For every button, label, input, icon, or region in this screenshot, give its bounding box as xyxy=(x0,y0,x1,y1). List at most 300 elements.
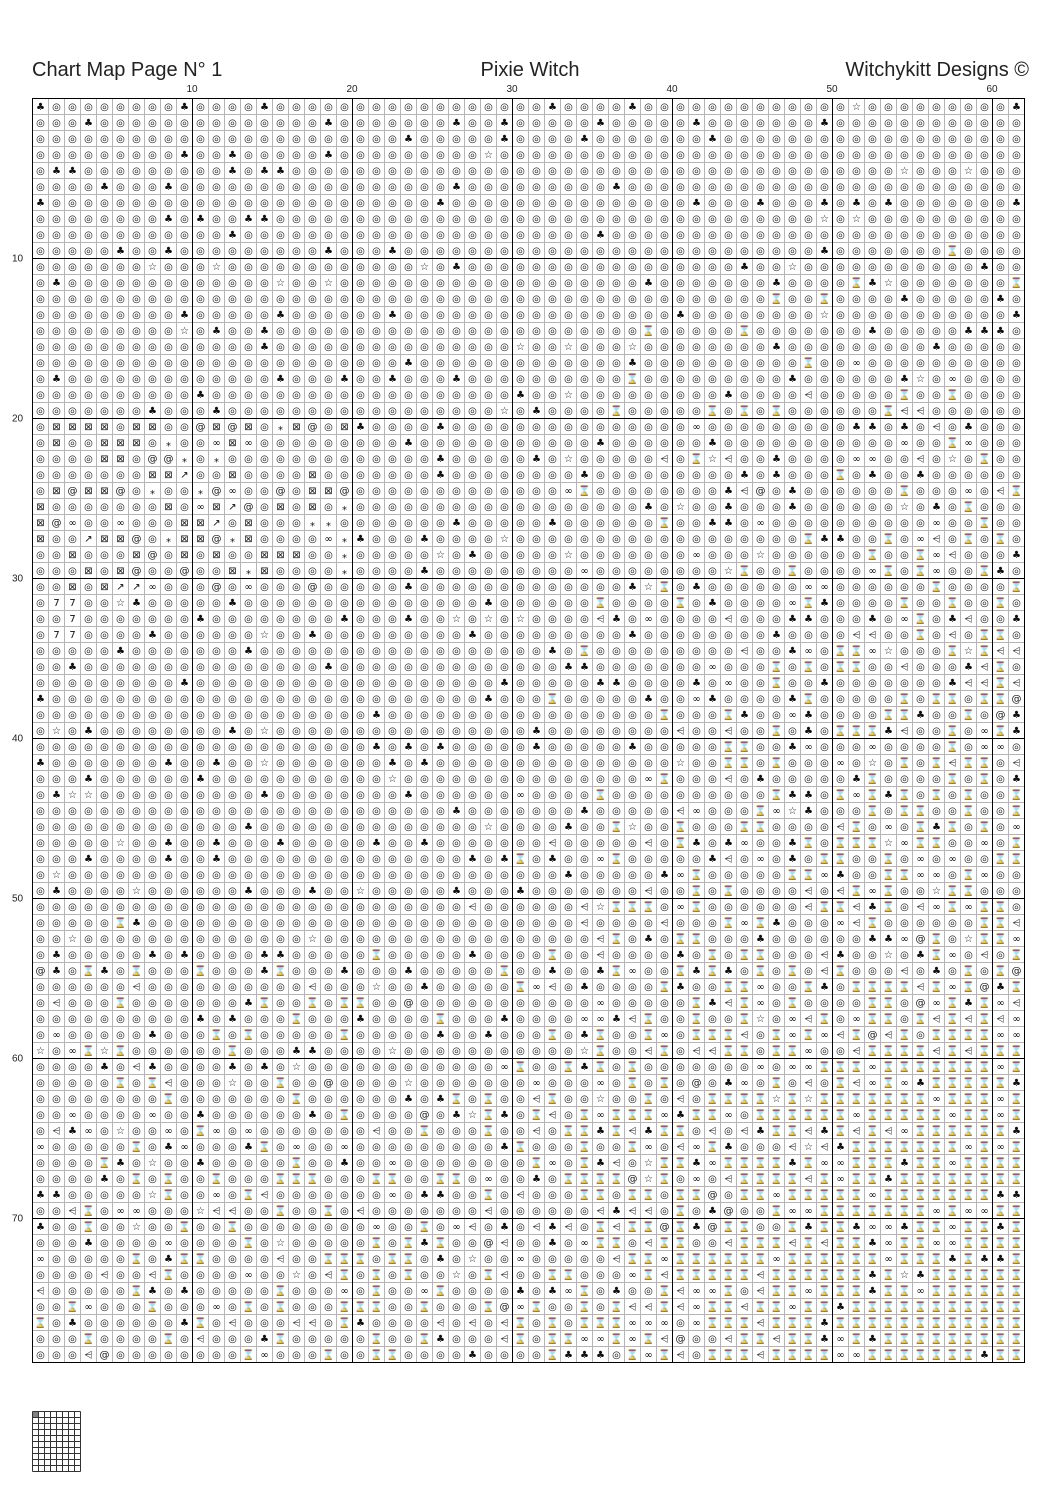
stitch-symbol: ◎ xyxy=(692,134,701,145)
stitch-symbol: ◎ xyxy=(388,918,397,929)
stitch-symbol: ∞ xyxy=(948,982,957,993)
stitch-symbol: ⌛ xyxy=(930,1222,943,1233)
stitch-symbol: ⌛ xyxy=(546,1094,559,1105)
stitch-symbol: ⌛ xyxy=(898,1110,911,1121)
stitch-symbol: ♣ xyxy=(244,214,253,225)
stitch-symbol: ◎ xyxy=(628,1158,637,1169)
stitch-symbol: ◎ xyxy=(484,1062,493,1073)
stitch-symbol: ⌛ xyxy=(914,1046,927,1057)
stitch-symbol: ⌛ xyxy=(866,1046,879,1057)
stitch-symbol: ⩤ xyxy=(468,902,477,913)
stitch-symbol: ◎ xyxy=(868,262,877,273)
stitch-symbol: ◎ xyxy=(564,678,573,689)
stitch-symbol: @ xyxy=(915,934,926,945)
stitch-symbol: ◎ xyxy=(116,726,125,737)
stitch-symbol: ◎ xyxy=(628,230,637,241)
stitch-symbol: ⌛ xyxy=(898,1254,911,1265)
stitch-symbol: ◎ xyxy=(260,406,269,417)
stitch-symbol: ◎ xyxy=(740,534,749,545)
stitch-symbol: ∞ xyxy=(628,1318,637,1329)
stitch-symbol: ⌛ xyxy=(1010,1174,1023,1185)
stitch-symbol: ⊠ xyxy=(308,470,317,481)
stitch-symbol: ♣ xyxy=(916,710,925,721)
stitch-symbol: ◎ xyxy=(532,870,541,881)
stitch-symbol: ◎ xyxy=(404,838,413,849)
stitch-symbol: ◎ xyxy=(964,566,973,577)
stitch-symbol: ◎ xyxy=(164,118,173,129)
stitch-symbol: ♣ xyxy=(500,854,509,865)
stitch-symbol: ∞ xyxy=(852,790,861,801)
stitch-symbol: ⩤ xyxy=(196,1334,205,1345)
stitch-symbol: ∞ xyxy=(900,1126,909,1137)
stitch-symbol: ◎ xyxy=(244,278,253,289)
stitch-symbol: ♣ xyxy=(820,982,829,993)
stitch-symbol: ♣ xyxy=(228,1062,237,1073)
stitch-symbol: ◎ xyxy=(308,534,317,545)
stitch-symbol: ◎ xyxy=(612,118,621,129)
stitch-symbol: ◎ xyxy=(580,534,589,545)
stitch-symbol: ◎ xyxy=(564,166,573,177)
stitch-symbol: ◎ xyxy=(644,166,653,177)
stitch-symbol: ◎ xyxy=(84,518,93,529)
stitch-symbol: ♣ xyxy=(804,614,813,625)
stitch-symbol: ◎ xyxy=(244,950,253,961)
stitch-symbol: ⌛ xyxy=(962,1126,975,1137)
stitch-symbol: ◎ xyxy=(36,566,45,577)
stitch-symbol: ◎ xyxy=(436,790,445,801)
stitch-symbol: ⌛ xyxy=(1010,1334,1023,1345)
stitch-symbol: ◎ xyxy=(228,1110,237,1121)
stitch-symbol: ◎ xyxy=(1012,454,1021,465)
stitch-symbol: ◎ xyxy=(148,294,157,305)
stitch-symbol: ◎ xyxy=(100,326,109,337)
stitch-symbol: ⌛ xyxy=(882,566,895,577)
stitch-symbol: ⌛ xyxy=(850,662,863,673)
stitch-symbol: ◎ xyxy=(740,118,749,129)
stitch-symbol: ∞ xyxy=(596,998,605,1009)
stitch-symbol: ⌛ xyxy=(914,1206,927,1217)
stitch-symbol: ♣ xyxy=(708,998,717,1009)
stitch-symbol: ⌛ xyxy=(178,1254,191,1265)
stitch-symbol: ◎ xyxy=(724,118,733,129)
stitch-symbol: ◎ xyxy=(756,1046,765,1057)
stitch-symbol: ⌛ xyxy=(962,1062,975,1073)
stitch-symbol: ◎ xyxy=(340,262,349,273)
stitch-symbol: ◎ xyxy=(116,502,125,513)
stitch-symbol: ◎ xyxy=(180,390,189,401)
stitch-symbol: ◎ xyxy=(420,390,429,401)
stitch-symbol: ◎ xyxy=(180,1334,189,1345)
stitch-symbol: ◎ xyxy=(788,214,797,225)
stitch-symbol: ♣ xyxy=(692,838,701,849)
stitch-symbol: ◎ xyxy=(404,726,413,737)
stitch-symbol: ◎ xyxy=(452,1302,461,1313)
stitch-symbol: ◎ xyxy=(308,1078,317,1089)
stitch-symbol: ◎ xyxy=(324,774,333,785)
stitch-symbol: ◎ xyxy=(228,710,237,721)
stitch-symbol: ◎ xyxy=(260,582,269,593)
stitch-symbol: ◎ xyxy=(484,630,493,641)
stitch-symbol: ⌛ xyxy=(450,1094,463,1105)
stitch-symbol: ◎ xyxy=(260,982,269,993)
stitch-symbol: ⌛ xyxy=(978,1094,991,1105)
stitch-symbol: ◎ xyxy=(596,246,605,257)
stitch-symbol: ♣ xyxy=(708,1206,717,1217)
stitch-symbol: ♣ xyxy=(580,1062,589,1073)
stitch-symbol: ◎ xyxy=(628,1286,637,1297)
stitch-symbol: ◎ xyxy=(788,678,797,689)
stitch-symbol: ◎ xyxy=(196,742,205,753)
stitch-symbol: ◎ xyxy=(244,134,253,145)
stitch-symbol: ◎ xyxy=(180,1014,189,1025)
stitch-symbol: ◎ xyxy=(660,726,669,737)
stitch-symbol: ♣ xyxy=(916,1270,925,1281)
stitch-symbol: ◎ xyxy=(164,1046,173,1057)
stitch-symbol: ◎ xyxy=(84,1190,93,1201)
stitch-symbol: ◎ xyxy=(964,694,973,705)
stitch-symbol: ⌛ xyxy=(946,1062,959,1073)
stitch-symbol: ◎ xyxy=(1012,326,1021,337)
stitch-symbol: ⌛ xyxy=(898,1046,911,1057)
stitch-symbol: ◎ xyxy=(292,1302,301,1313)
stitch-symbol: ◎ xyxy=(644,358,653,369)
stitch-symbol: ⌛ xyxy=(1010,1350,1023,1361)
stitch-symbol: ◎ xyxy=(1012,438,1021,449)
stitch-symbol: ◎ xyxy=(756,582,765,593)
stitch-symbol: ◎ xyxy=(628,566,637,577)
stitch-symbol: ⌛ xyxy=(1010,278,1023,289)
stitch-symbol: ◎ xyxy=(628,710,637,721)
stitch-symbol: ⌛ xyxy=(834,1318,847,1329)
column-number: 30 xyxy=(506,84,518,95)
stitch-symbol: ☆ xyxy=(260,630,269,641)
stitch-symbol: ◎ xyxy=(596,342,605,353)
stitch-symbol: ◎ xyxy=(100,118,109,129)
stitch-symbol: ◎ xyxy=(196,118,205,129)
stitch-symbol: ◎ xyxy=(932,390,941,401)
stitch-symbol: ◎ xyxy=(308,902,317,913)
stitch-symbol: ◎ xyxy=(564,1238,573,1249)
stitch-symbol: ◎ xyxy=(500,422,509,433)
stitch-symbol: ◎ xyxy=(628,598,637,609)
stitch-symbol: ⌛ xyxy=(882,886,895,897)
stitch-symbol: ◎ xyxy=(804,822,813,833)
stitch-symbol: ◎ xyxy=(900,358,909,369)
stitch-symbol: ◎ xyxy=(468,790,477,801)
row-number: 30 xyxy=(12,573,24,585)
stitch-symbol: ◎ xyxy=(468,518,477,529)
stitch-symbol: ⌛ xyxy=(722,1046,735,1057)
stitch-symbol: ⌛ xyxy=(946,1014,959,1025)
stitch-symbol: ◎ xyxy=(772,742,781,753)
stitch-symbol: ♣ xyxy=(756,934,765,945)
stitch-symbol: ⌛ xyxy=(850,1142,863,1153)
stitch-symbol: ⌛ xyxy=(994,1318,1007,1329)
stitch-symbol: 7 xyxy=(69,614,76,625)
stitch-symbol: ⌛ xyxy=(802,982,815,993)
stitch-symbol: ◎ xyxy=(372,1094,381,1105)
stitch-symbol: ◎ xyxy=(580,326,589,337)
stitch-symbol: ◎ xyxy=(468,326,477,337)
stitch-symbol: ◎ xyxy=(84,646,93,657)
stitch-symbol: ⩤ xyxy=(980,662,989,673)
stitch-symbol: ⌛ xyxy=(594,790,607,801)
stitch-symbol: ⌛ xyxy=(802,534,815,545)
stitch-symbol: ◎ xyxy=(452,998,461,1009)
stitch-symbol: ◎ xyxy=(164,198,173,209)
stitch-symbol: ⁎ xyxy=(198,486,203,497)
stitch-symbol: ◎ xyxy=(212,774,221,785)
stitch-symbol: ♣ xyxy=(804,710,813,721)
stitch-symbol: ◎ xyxy=(180,342,189,353)
stitch-symbol: ◎ xyxy=(276,742,285,753)
stitch-symbol: ◎ xyxy=(468,1142,477,1153)
stitch-symbol: ◎ xyxy=(148,390,157,401)
stitch-symbol: ⌛ xyxy=(946,822,959,833)
stitch-symbol: ◎ xyxy=(596,502,605,513)
stitch-symbol: ◎ xyxy=(404,646,413,657)
stitch-symbol: ◎ xyxy=(820,502,829,513)
stitch-symbol: ⌛ xyxy=(738,1350,751,1361)
stitch-symbol: ◎ xyxy=(228,1030,237,1041)
stitch-symbol: ◎ xyxy=(340,166,349,177)
stitch-symbol: ⌛ xyxy=(898,694,911,705)
stitch-symbol: ◎ xyxy=(724,262,733,273)
stitch-symbol: ♣ xyxy=(900,294,909,305)
stitch-symbol: ◎ xyxy=(436,1206,445,1217)
stitch-symbol: ⌛ xyxy=(882,870,895,881)
stitch-symbol: ◎ xyxy=(436,358,445,369)
stitch-symbol: ♣ xyxy=(772,918,781,929)
stitch-symbol: ⩤ xyxy=(852,1046,861,1057)
stitch-symbol: ⌛ xyxy=(514,1142,527,1153)
stitch-symbol: ◎ xyxy=(180,118,189,129)
stitch-symbol: ♣ xyxy=(612,1286,621,1297)
stitch-symbol: ◎ xyxy=(404,1158,413,1169)
stitch-symbol: ◎ xyxy=(452,918,461,929)
stitch-symbol: ◎ xyxy=(36,582,45,593)
stitch-symbol: ◎ xyxy=(980,230,989,241)
stitch-symbol: ◎ xyxy=(516,662,525,673)
stitch-symbol: ◎ xyxy=(932,358,941,369)
stitch-symbol: ♣ xyxy=(244,822,253,833)
stitch-symbol: ◎ xyxy=(708,150,717,161)
stitch-symbol: ◎ xyxy=(84,838,93,849)
stitch-symbol: ◎ xyxy=(132,646,141,657)
stitch-symbol: ◎ xyxy=(564,1078,573,1089)
stitch-symbol: ◎ xyxy=(996,358,1005,369)
stitch-symbol: ◎ xyxy=(308,790,317,801)
stitch-symbol: ◎ xyxy=(244,1062,253,1073)
stitch-symbol: ◎ xyxy=(372,486,381,497)
stitch-symbol: ◎ xyxy=(52,534,61,545)
stitch-symbol: ◎ xyxy=(516,1094,525,1105)
stitch-symbol: ♣ xyxy=(820,678,829,689)
stitch-symbol: ◎ xyxy=(340,182,349,193)
stitch-symbol: ◎ xyxy=(596,1254,605,1265)
stitch-symbol: ◎ xyxy=(1012,662,1021,673)
column-number: 60 xyxy=(986,84,998,95)
stitch-symbol: ◎ xyxy=(388,1222,397,1233)
stitch-symbol: ⌛ xyxy=(754,1190,767,1201)
stitch-symbol: ⌛ xyxy=(930,1126,943,1137)
stitch-symbol: ◎ xyxy=(484,662,493,673)
stitch-symbol: ⌛ xyxy=(1010,1094,1023,1105)
stitch-symbol: ◎ xyxy=(532,598,541,609)
stitch-symbol: ◎ xyxy=(84,246,93,257)
stitch-symbol: ◎ xyxy=(868,246,877,257)
stitch-symbol: ☆ xyxy=(212,262,221,273)
stitch-symbol: ◎ xyxy=(420,598,429,609)
stitch-symbol: ◎ xyxy=(468,662,477,673)
stitch-symbol: ◎ xyxy=(404,278,413,289)
stitch-symbol: ◎ xyxy=(132,1318,141,1329)
stitch-symbol: ◎ xyxy=(180,198,189,209)
stitch-symbol: ◎ xyxy=(36,1302,45,1313)
stitch-symbol: ◎ xyxy=(788,134,797,145)
stitch-symbol: ◎ xyxy=(388,1078,397,1089)
stitch-symbol: ⩤ xyxy=(724,1238,733,1249)
stitch-symbol: ◎ xyxy=(708,374,717,385)
stitch-symbol: ♣ xyxy=(548,966,557,977)
stitch-symbol: ◎ xyxy=(532,710,541,721)
stitch-symbol: ◎ xyxy=(852,534,861,545)
stitch-symbol: ◎ xyxy=(84,1254,93,1265)
stitch-symbol: ◎ xyxy=(244,790,253,801)
stitch-symbol: ◎ xyxy=(660,966,669,977)
stitch-symbol: ⌛ xyxy=(546,1318,559,1329)
stitch-symbol: ◎ xyxy=(180,934,189,945)
stitch-symbol: ⌛ xyxy=(994,966,1007,977)
stitch-symbol: ◎ xyxy=(276,470,285,481)
stitch-symbol: ◎ xyxy=(436,214,445,225)
stitch-symbol: ◎ xyxy=(436,486,445,497)
stitch-symbol: ⌛ xyxy=(946,1350,959,1361)
stitch-symbol: ◎ xyxy=(436,822,445,833)
stitch-symbol: ♣ xyxy=(420,838,429,849)
stitch-symbol: ⌛ xyxy=(978,1158,991,1169)
stitch-symbol: ∞ xyxy=(948,1238,957,1249)
stitch-symbol: ◎ xyxy=(980,438,989,449)
stitch-symbol: ◎ xyxy=(308,838,317,849)
stitch-symbol: ◎ xyxy=(964,918,973,929)
stitch-symbol: ◎ xyxy=(996,550,1005,561)
stitch-symbol: ⊠ xyxy=(276,502,285,513)
stitch-symbol: ◎ xyxy=(292,214,301,225)
stitch-symbol: ◎ xyxy=(260,230,269,241)
stitch-symbol: ◎ xyxy=(628,886,637,897)
stitch-symbol: ⩤ xyxy=(52,998,61,1009)
stitch-symbol: ◎ xyxy=(532,678,541,689)
stitch-symbol: ⌛ xyxy=(850,1254,863,1265)
stitch-symbol: ♣ xyxy=(436,422,445,433)
stitch-symbol: ⌛ xyxy=(866,1094,879,1105)
stitch-symbol: ◎ xyxy=(532,646,541,657)
stitch-symbol: ◎ xyxy=(196,630,205,641)
stitch-symbol: ◎ xyxy=(660,550,669,561)
stitch-symbol: ⌛ xyxy=(722,1318,735,1329)
stitch-symbol: ◎ xyxy=(180,1302,189,1313)
stitch-symbol: ◎ xyxy=(84,390,93,401)
stitch-symbol: ◎ xyxy=(868,822,877,833)
stitch-symbol: ◎ xyxy=(980,246,989,257)
stitch-symbol: ⌛ xyxy=(962,1158,975,1169)
stitch-symbol: ⌛ xyxy=(610,1126,623,1137)
stitch-symbol: ◎ xyxy=(388,1238,397,1249)
stitch-symbol: ◎ xyxy=(916,278,925,289)
stitch-symbol: ⩤ xyxy=(740,646,749,657)
stitch-symbol: ◎ xyxy=(772,614,781,625)
stitch-symbol: ◎ xyxy=(580,1270,589,1281)
stitch-symbol: ⌛ xyxy=(754,1158,767,1169)
stitch-symbol: ◎ xyxy=(132,278,141,289)
stitch-symbol: ◎ xyxy=(628,982,637,993)
stitch-symbol: ⌛ xyxy=(930,1158,943,1169)
stitch-symbol: ⌛ xyxy=(994,534,1007,545)
stitch-symbol: ◎ xyxy=(436,662,445,673)
stitch-symbol: ◎ xyxy=(84,102,93,113)
stitch-symbol: ⌛ xyxy=(882,1302,895,1313)
stitch-symbol: ⩤ xyxy=(612,1254,621,1265)
stitch-symbol: ◎ xyxy=(532,230,541,241)
stitch-symbol: ◎ xyxy=(180,918,189,929)
stitch-symbol: ◎ xyxy=(404,422,413,433)
stitch-symbol: ♣ xyxy=(196,390,205,401)
stitch-symbol: ◎ xyxy=(948,294,957,305)
stitch-symbol: ◎ xyxy=(580,726,589,737)
stitch-symbol: ⌛ xyxy=(978,822,991,833)
stitch-symbol: ♣ xyxy=(36,758,45,769)
stitch-symbol: ◎ xyxy=(180,774,189,785)
stitch-symbol: ⌛ xyxy=(674,1126,687,1137)
stitch-symbol: ◎ xyxy=(36,870,45,881)
stitch-symbol: ◎ xyxy=(244,1254,253,1265)
stitch-symbol: ◎ xyxy=(900,998,909,1009)
stitch-symbol: ◎ xyxy=(532,390,541,401)
stitch-symbol: ⌛ xyxy=(258,998,271,1009)
stitch-symbol: ☆ xyxy=(932,886,941,897)
stitch-symbol: ◎ xyxy=(292,438,301,449)
stitch-symbol: ∞ xyxy=(708,1286,717,1297)
stitch-symbol: ⌛ xyxy=(978,1062,991,1073)
stitch-symbol: ⌛ xyxy=(130,1254,143,1265)
stitch-symbol: ⊠ xyxy=(116,566,125,577)
stitch-symbol: @ xyxy=(51,518,62,529)
stitch-symbol: ◎ xyxy=(612,278,621,289)
stitch-symbol: ◎ xyxy=(516,294,525,305)
stitch-symbol: ◎ xyxy=(500,742,509,753)
stitch-symbol: ♣ xyxy=(1012,614,1021,625)
stitch-symbol: ⌛ xyxy=(898,790,911,801)
stitch-symbol: ∞ xyxy=(820,1030,829,1041)
stitch-symbol: ◎ xyxy=(276,758,285,769)
stitch-symbol: ◎ xyxy=(868,486,877,497)
stitch-symbol: ⌛ xyxy=(994,1302,1007,1313)
stitch-symbol: ◎ xyxy=(116,278,125,289)
stitch-symbol: ◎ xyxy=(756,310,765,321)
stitch-symbol: @ xyxy=(483,1238,494,1249)
stitch-symbol: @ xyxy=(211,582,222,593)
stitch-symbol: ◎ xyxy=(52,1254,61,1265)
stitch-symbol: ◎ xyxy=(244,758,253,769)
stitch-symbol: ⌛ xyxy=(706,406,719,417)
stitch-symbol: ◎ xyxy=(884,182,893,193)
stitch-symbol: ⊠ xyxy=(212,422,221,433)
stitch-symbol: ⌛ xyxy=(578,1126,591,1137)
stitch-symbol: ◎ xyxy=(564,310,573,321)
stitch-symbol: ◎ xyxy=(596,870,605,881)
stitch-symbol: ◎ xyxy=(148,646,157,657)
